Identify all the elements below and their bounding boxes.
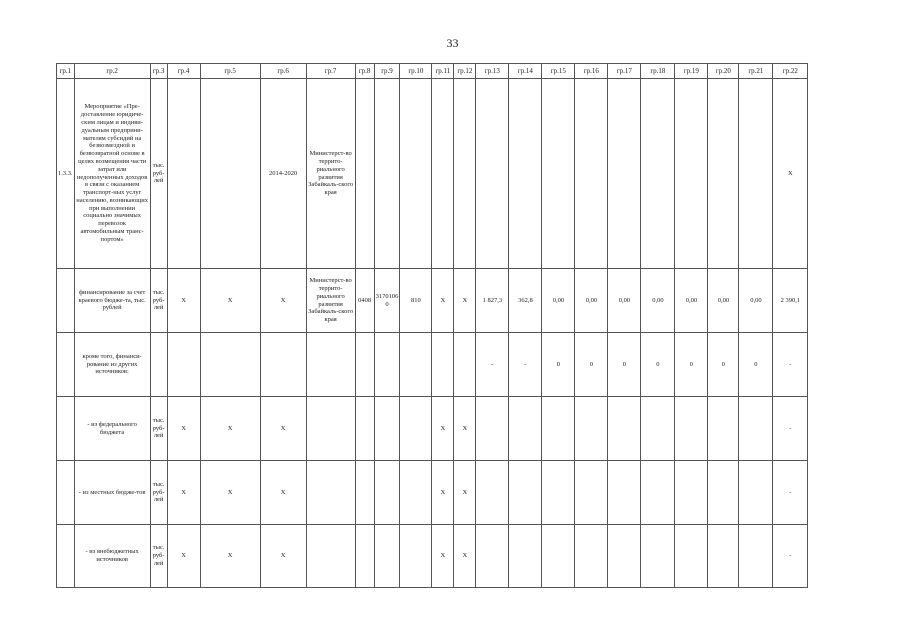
cell: X [454, 461, 476, 525]
cell [608, 79, 641, 269]
cell: 3170106 0 [374, 269, 400, 333]
cell [476, 397, 509, 461]
cell [355, 79, 374, 269]
cell: 2 390,1 [773, 269, 808, 333]
cell: 0 [641, 333, 675, 397]
row-code [57, 333, 75, 397]
cell [200, 333, 260, 397]
header-cell: гр.13 [476, 64, 509, 79]
table-row [57, 269, 808, 333]
cell [509, 79, 542, 269]
header-cell: гр.12 [454, 64, 476, 79]
cell [167, 333, 200, 397]
cell: X [432, 525, 454, 588]
row-code [57, 269, 75, 333]
cell: 0 [708, 333, 739, 397]
header-row [57, 64, 808, 79]
row-code [57, 461, 75, 525]
cell [476, 461, 509, 525]
cell: 0 [675, 333, 708, 397]
cell: X [454, 525, 476, 588]
cell [167, 79, 200, 269]
header-cell: гр.16 [575, 64, 608, 79]
cell [432, 333, 454, 397]
cell: X [167, 397, 200, 461]
cell [476, 79, 509, 269]
cell [355, 461, 374, 525]
row-unit: тыс. руб-лей [150, 269, 167, 333]
cell [739, 461, 773, 525]
cell [675, 397, 708, 461]
cell [306, 461, 355, 525]
cell [708, 461, 739, 525]
cell: 0,00 [641, 269, 675, 333]
cell [374, 525, 400, 588]
header-cell: гр.20 [708, 64, 739, 79]
table-row [57, 461, 808, 525]
cell: X [167, 269, 200, 333]
cell: 0,00 [675, 269, 708, 333]
cell [739, 397, 773, 461]
row-name: финансирование за счет краевого бюдже-та, тыс. рублей [74, 269, 150, 333]
cell [542, 397, 575, 461]
cell [739, 525, 773, 588]
cell [400, 79, 432, 269]
cell: X [454, 397, 476, 461]
cell: 810 [400, 269, 432, 333]
cell: X [200, 525, 260, 588]
cell: X [432, 269, 454, 333]
cell [476, 525, 509, 588]
cell: 0,00 [542, 269, 575, 333]
header-cell: гр.10 [400, 64, 432, 79]
row-unit: тыс. руб-лей [150, 397, 167, 461]
cell: - [773, 397, 808, 461]
table-row [57, 397, 808, 461]
header-cell: гр.14 [509, 64, 542, 79]
header-cell: гр.11 [432, 64, 454, 79]
cell: 0,00 [708, 269, 739, 333]
cell: 2014-2020 [260, 79, 306, 269]
row-unit: тыс. руб-лей [150, 461, 167, 525]
cell [374, 79, 400, 269]
header-cell: гр.8 [355, 64, 374, 79]
header-cell: гр.7 [306, 64, 355, 79]
cell: X [260, 461, 306, 525]
cell: 0 [575, 333, 608, 397]
cell: X [200, 397, 260, 461]
cell [306, 333, 355, 397]
cell [454, 333, 476, 397]
cell [355, 525, 374, 588]
cell: 0 [542, 333, 575, 397]
cell: X [260, 397, 306, 461]
cell [542, 461, 575, 525]
cell: - [509, 333, 542, 397]
cell: X [432, 461, 454, 525]
cell [260, 333, 306, 397]
row-name: - из внебюджетных источников [74, 525, 150, 588]
row-unit: тыс. руб-лей [150, 79, 167, 269]
row-name: - из местных бюдже-тов [74, 461, 150, 525]
table-row [57, 79, 808, 269]
cell [575, 397, 608, 461]
cell: 1 827,3 [476, 269, 509, 333]
budget-table [56, 63, 808, 588]
table-row [57, 525, 808, 588]
cell [542, 79, 575, 269]
cell [575, 79, 608, 269]
cell: X [773, 79, 808, 269]
header-cell: гр.3 [150, 64, 167, 79]
cell [400, 333, 432, 397]
cell: X [167, 525, 200, 588]
cell [374, 333, 400, 397]
row-name: Мероприятие «Пре-доставление юридиче-ским лицам и индиви-дуальным предприни-мателям субсидий на безвозмездной и безвозвратной основе в целях возмещения части затрат или недополученных доходов в связи с оказанием транспорт-ных услуг населению, возникающих при выполнении социально значимых перевозок автомобильным транс-портом» [74, 79, 150, 269]
cell [708, 397, 739, 461]
cell: X [200, 269, 260, 333]
header-cell: гр.5 [200, 64, 260, 79]
table-row [57, 333, 808, 397]
cell [675, 461, 708, 525]
cell: X [167, 461, 200, 525]
cell: Министерст-во террито-риального развития Забайкаль-ского края [306, 269, 355, 333]
cell [708, 79, 739, 269]
cell [509, 397, 542, 461]
cell [641, 79, 675, 269]
cell: 0,00 [575, 269, 608, 333]
cell [641, 397, 675, 461]
cell: 362,8 [509, 269, 542, 333]
cell [432, 79, 454, 269]
cell [454, 79, 476, 269]
cell [575, 525, 608, 588]
cell: X [432, 397, 454, 461]
cell [509, 461, 542, 525]
header-cell: гр.6 [260, 64, 306, 79]
cell [641, 461, 675, 525]
cell [200, 79, 260, 269]
row-name: кроме того, финанси-рование из других источников: [74, 333, 150, 397]
header-cell: гр.15 [542, 64, 575, 79]
cell: - [773, 461, 808, 525]
cell: X [260, 525, 306, 588]
cell [542, 525, 575, 588]
header-cell: гр.17 [608, 64, 641, 79]
cell [374, 461, 400, 525]
cell: X [260, 269, 306, 333]
header-cell: гр.21 [739, 64, 773, 79]
cell [355, 397, 374, 461]
cell [608, 525, 641, 588]
cell: 0 [739, 333, 773, 397]
row-unit [150, 333, 167, 397]
cell [608, 461, 641, 525]
cell: - [476, 333, 509, 397]
cell [400, 397, 432, 461]
cell [400, 525, 432, 588]
cell: 0 [608, 333, 641, 397]
cell [400, 461, 432, 525]
row-code: 1.3.3. [57, 79, 75, 269]
cell [739, 79, 773, 269]
header-cell: гр.9 [374, 64, 400, 79]
cell: Министерст-во террито-риального развития Забайкаль-ского края [306, 79, 355, 269]
header-cell: гр.19 [675, 64, 708, 79]
cell [509, 525, 542, 588]
cell [306, 525, 355, 588]
header-cell: гр.22 [773, 64, 808, 79]
cell: 0408 [355, 269, 374, 333]
page-number: 33 [446, 36, 459, 50]
cell: X [454, 269, 476, 333]
header-cell: гр.4 [167, 64, 200, 79]
cell [675, 79, 708, 269]
cell: X [200, 461, 260, 525]
header-cell: гр.1 [57, 64, 75, 79]
cell [708, 525, 739, 588]
cell [575, 461, 608, 525]
cell [641, 525, 675, 588]
row-name: - из федерального бюджета [74, 397, 150, 461]
cell: 0,00 [608, 269, 641, 333]
cell [355, 333, 374, 397]
cell: - [773, 525, 808, 588]
cell [306, 397, 355, 461]
header-cell: гр.2 [74, 64, 150, 79]
cell: 0,00 [739, 269, 773, 333]
cell [608, 397, 641, 461]
cell [374, 397, 400, 461]
cell: - [773, 333, 808, 397]
row-code [57, 525, 75, 588]
row-code [57, 397, 75, 461]
cell [675, 525, 708, 588]
row-unit: тыс. руб-лей [150, 525, 167, 588]
header-cell: гр.18 [641, 64, 675, 79]
